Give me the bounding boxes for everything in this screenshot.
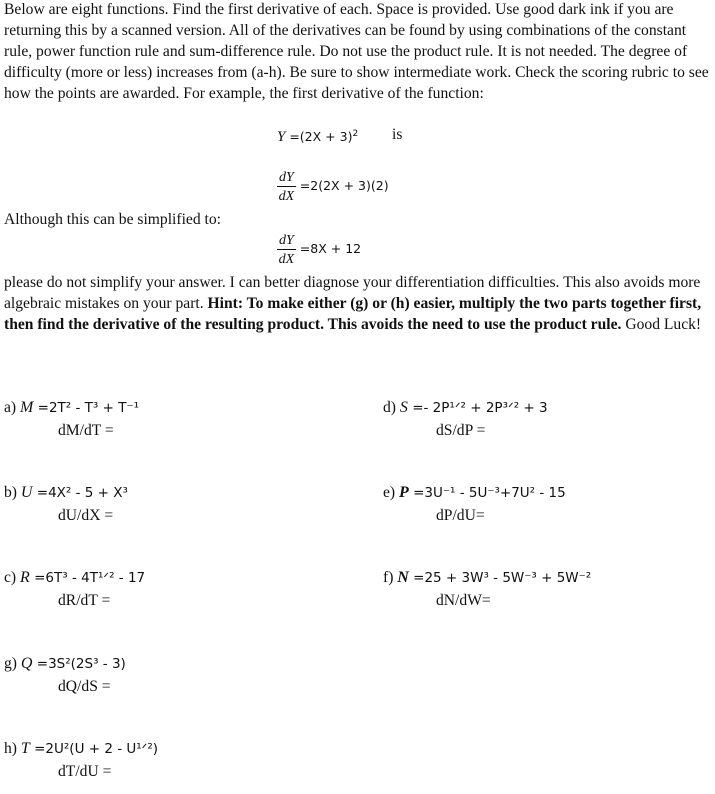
fraction-denominator: dX [278,189,295,204]
example-derivative-unsimplified: =2(2X + 3)(2) [299,178,389,193]
problem-c [4,568,145,589]
example-lhs: Y [277,129,286,146]
problem-label: h) [4,740,17,757]
problem-function: M =2T² - T³ + T⁻¹ [20,399,140,416]
problem-label: f) [383,569,394,586]
example-derivative-2 [277,231,361,268]
answer-c: dR/dT = [58,592,111,609]
answer-d: dS/dP = [436,422,486,439]
problem-a [4,398,139,419]
instructions-continued [4,273,710,336]
instructions-paragraph: Below are eight functions. Find the first derivative of each. Space is provided. Use good dark ink if you are returning this by a scanned version. All of the derivatives can be found by using combinations of the constant rule, power function rule and sum-difference rule. Do not use the product rule. It is not needed. The degree of difficulty (more or less) increases from (a-h). Be sure to show intermediate work. Check the scoring rubric to see how the points are awarded. For example, the first derivative of the function: [4,1,709,102]
problem-f [383,568,591,589]
example-function [277,124,358,148]
although-text: Although this can be simplified to: [4,211,221,228]
fraction-numerator-2: dY [279,233,294,248]
answer-g: dQ/dS = [58,678,111,695]
example-derivative-simplified: =8X + 12 [299,241,362,256]
answer-b: dU/dX = [58,507,114,524]
example-rhs: =(2X + 3) [289,129,353,145]
hint-text: Hint: To make either (g) or (h) easier, multiply the two parts together first, then find the derivative of the resulting product. This avoids the need to use the product rule. [4,294,702,333]
problem-function: U =4X² - 5 + X³ [20,484,128,501]
problem-function: S =- 2P¹ᐟ² + 2P³ᐟ² + 3 [399,399,548,416]
instructions-paragraph-2: please do not simplify your answer. I can better diagnose your differentiation difficulties. This also avoids more algebraic mistakes on your part. [4,274,701,312]
problem-label: d) [383,399,396,416]
problem-function: P =3U⁻¹ - 5U⁻³+7U² - 15 [399,484,566,501]
problem-label: e) [383,484,396,501]
example-is-text: is [392,126,403,143]
fraction-numerator: dY [279,170,294,185]
problem-d [383,398,548,419]
problem-label: g) [4,655,17,672]
fraction-denominator-2: dX [278,252,295,267]
problem-label: c) [4,569,17,586]
problem-label: a) [4,399,17,416]
instructions [4,0,710,105]
answer-a: dM/dT = [58,422,114,439]
example-derivative-1 [277,168,389,205]
dy-dx-fraction [277,168,296,205]
problem-function: Q =3S²(2S³ - 3) [20,655,126,672]
problem-function: R =6T³ - 4T¹ᐟ² - 17 [20,569,146,586]
problem-function: T =2U²(U + 2 - U¹ᐟ²) [20,740,159,757]
answer-e: dP/dU= [436,507,485,524]
problem-function: N =25 + 3W³ - 5W⁻³ + 5W⁻² [397,569,592,586]
answer-f: dN/dW= [436,592,491,609]
problem-b [4,483,128,504]
problem-h [4,739,158,760]
example-exponent: 2 [352,129,359,139]
problem-g [4,654,126,675]
problem-e [383,483,566,504]
answer-h: dT/dU = [58,763,112,780]
dy-dx-fraction-2 [277,231,296,268]
problem-label: b) [4,484,17,501]
good-luck-text: Good Luck! [621,315,702,333]
